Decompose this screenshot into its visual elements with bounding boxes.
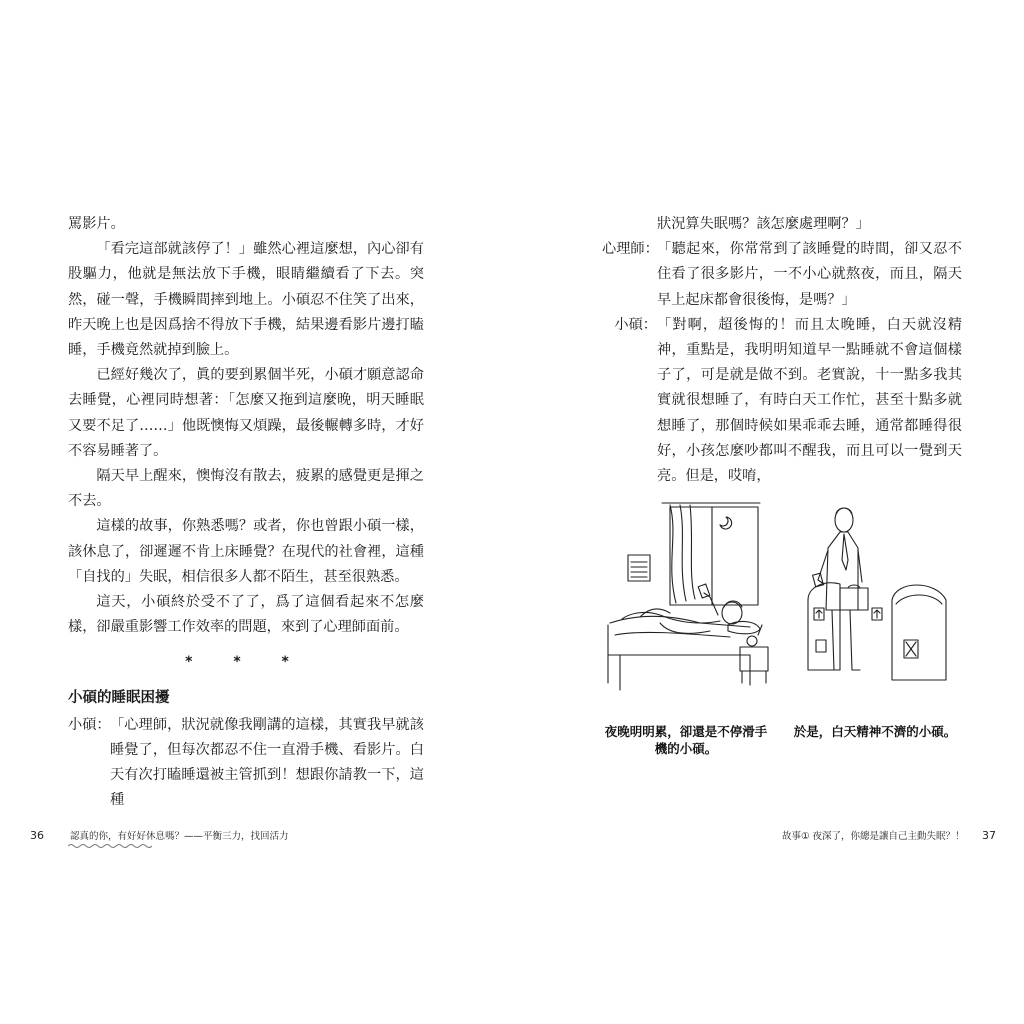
running-head: 故事① 夜深了，你總是讓自己主動失眠？！ <box>782 831 965 842</box>
paragraph: 「看完這部就該停了！」雖然心裡這麼想，內心卻有股驅力，他就是無法放下手機，眼睛繼續看了下去。突然，碰一聲，手機瞬間摔到地上。小碩忍不住笑了出來，昨天晚上也是因爲捨不得放下手機，結果邊看影片邊打瞌睡，手機竟然就掉到臉上。 <box>68 241 424 359</box>
paragraph: 已經好幾次了，眞的要到累個半死，小碩才願意認命去睡覺，心裡同時想著：「怎麼又拖到這麼晚，明天睡眠又要不足了……」他既懊悔又煩躁，最後輾轉多時，才好不容易睡著了。 <box>68 367 424 459</box>
left-body-text <box>68 212 424 814</box>
paragraph: 這樣的故事，你熟悉嗎？或者，你也曾跟小碩一樣，該休息了，卻遲遲不肯上床睡覺？在現代的社會裡，這種「自找的」失眠，相信很多人都不陌生，甚至很熟悉。 <box>68 518 424 585</box>
section-separator: * * * <box>185 654 307 671</box>
paragraph: 這天，小碩終於受不了了，爲了這個看起來不怎麼樣，卻嚴重影響工作效率的問題，來到了心理師面前。 <box>68 594 424 636</box>
illustration-caption: 於是，白天精神不濟的小碩。 <box>793 724 957 739</box>
right-body-text <box>602 212 962 489</box>
paragraph: 隔天早上醒來，懊悔沒有散去，疲累的感覺更是揮之不去。 <box>68 468 424 510</box>
dialog-line <box>68 713 424 814</box>
section-heading: 小碩的睡眠困擾 <box>68 689 170 706</box>
illustration-day-office <box>796 500 956 710</box>
speaker-label: 心理師： <box>602 241 659 258</box>
illustration-night-bed <box>600 495 780 715</box>
paragraph: 罵影片。 <box>68 216 125 232</box>
illustration-caption: 夜晚明明累，卻還是不停滑手機的小碩。 <box>604 724 768 756</box>
speech-text: 「聽起來，你常常到了該睡覺的時間，卻又忍不住看了很多影片，一不小心就熬夜，而且，隔天早上起床都會很後悔，是嗎？」 <box>657 241 962 308</box>
running-head: 認真的你，有好好休息嗎？——平衡三力，找回活力 <box>70 831 289 842</box>
dialog-line <box>602 313 962 489</box>
speaker-label: 小碩： <box>68 716 111 733</box>
speaker-label: 小碩： <box>614 316 657 333</box>
speech-text: 「心理師，狀況就像我剛講的這樣，其實我早就該睡覺了，但每次都忍不住一直滑手機、看影片。白天有次打瞌睡還被主管抓到！想跟你請教一下，這種 <box>110 716 424 809</box>
page-number: 36 <box>30 829 44 842</box>
wave-ornament <box>68 843 152 849</box>
dialog-line <box>602 237 962 313</box>
continued-speech: 狀況算失眠嗎？該怎麼處理啊？」 <box>657 216 870 232</box>
page-number: 37 <box>982 829 996 842</box>
speech-text: 「對啊，超後悔的！而且太晚睡，白天就沒精神，重點是，我明明知道早一點睡就不會這個樣子了，可是就是做不到。老實說，十一點多我其實就很想睡了，有時白天工作忙，甚至十點多就想睡了，那個時候如果乖乖去睡，通常都睡得很好，小孩怎麼吵都叫不醒我，而且可以一覺到天亮。但是，哎唷， <box>657 316 962 485</box>
